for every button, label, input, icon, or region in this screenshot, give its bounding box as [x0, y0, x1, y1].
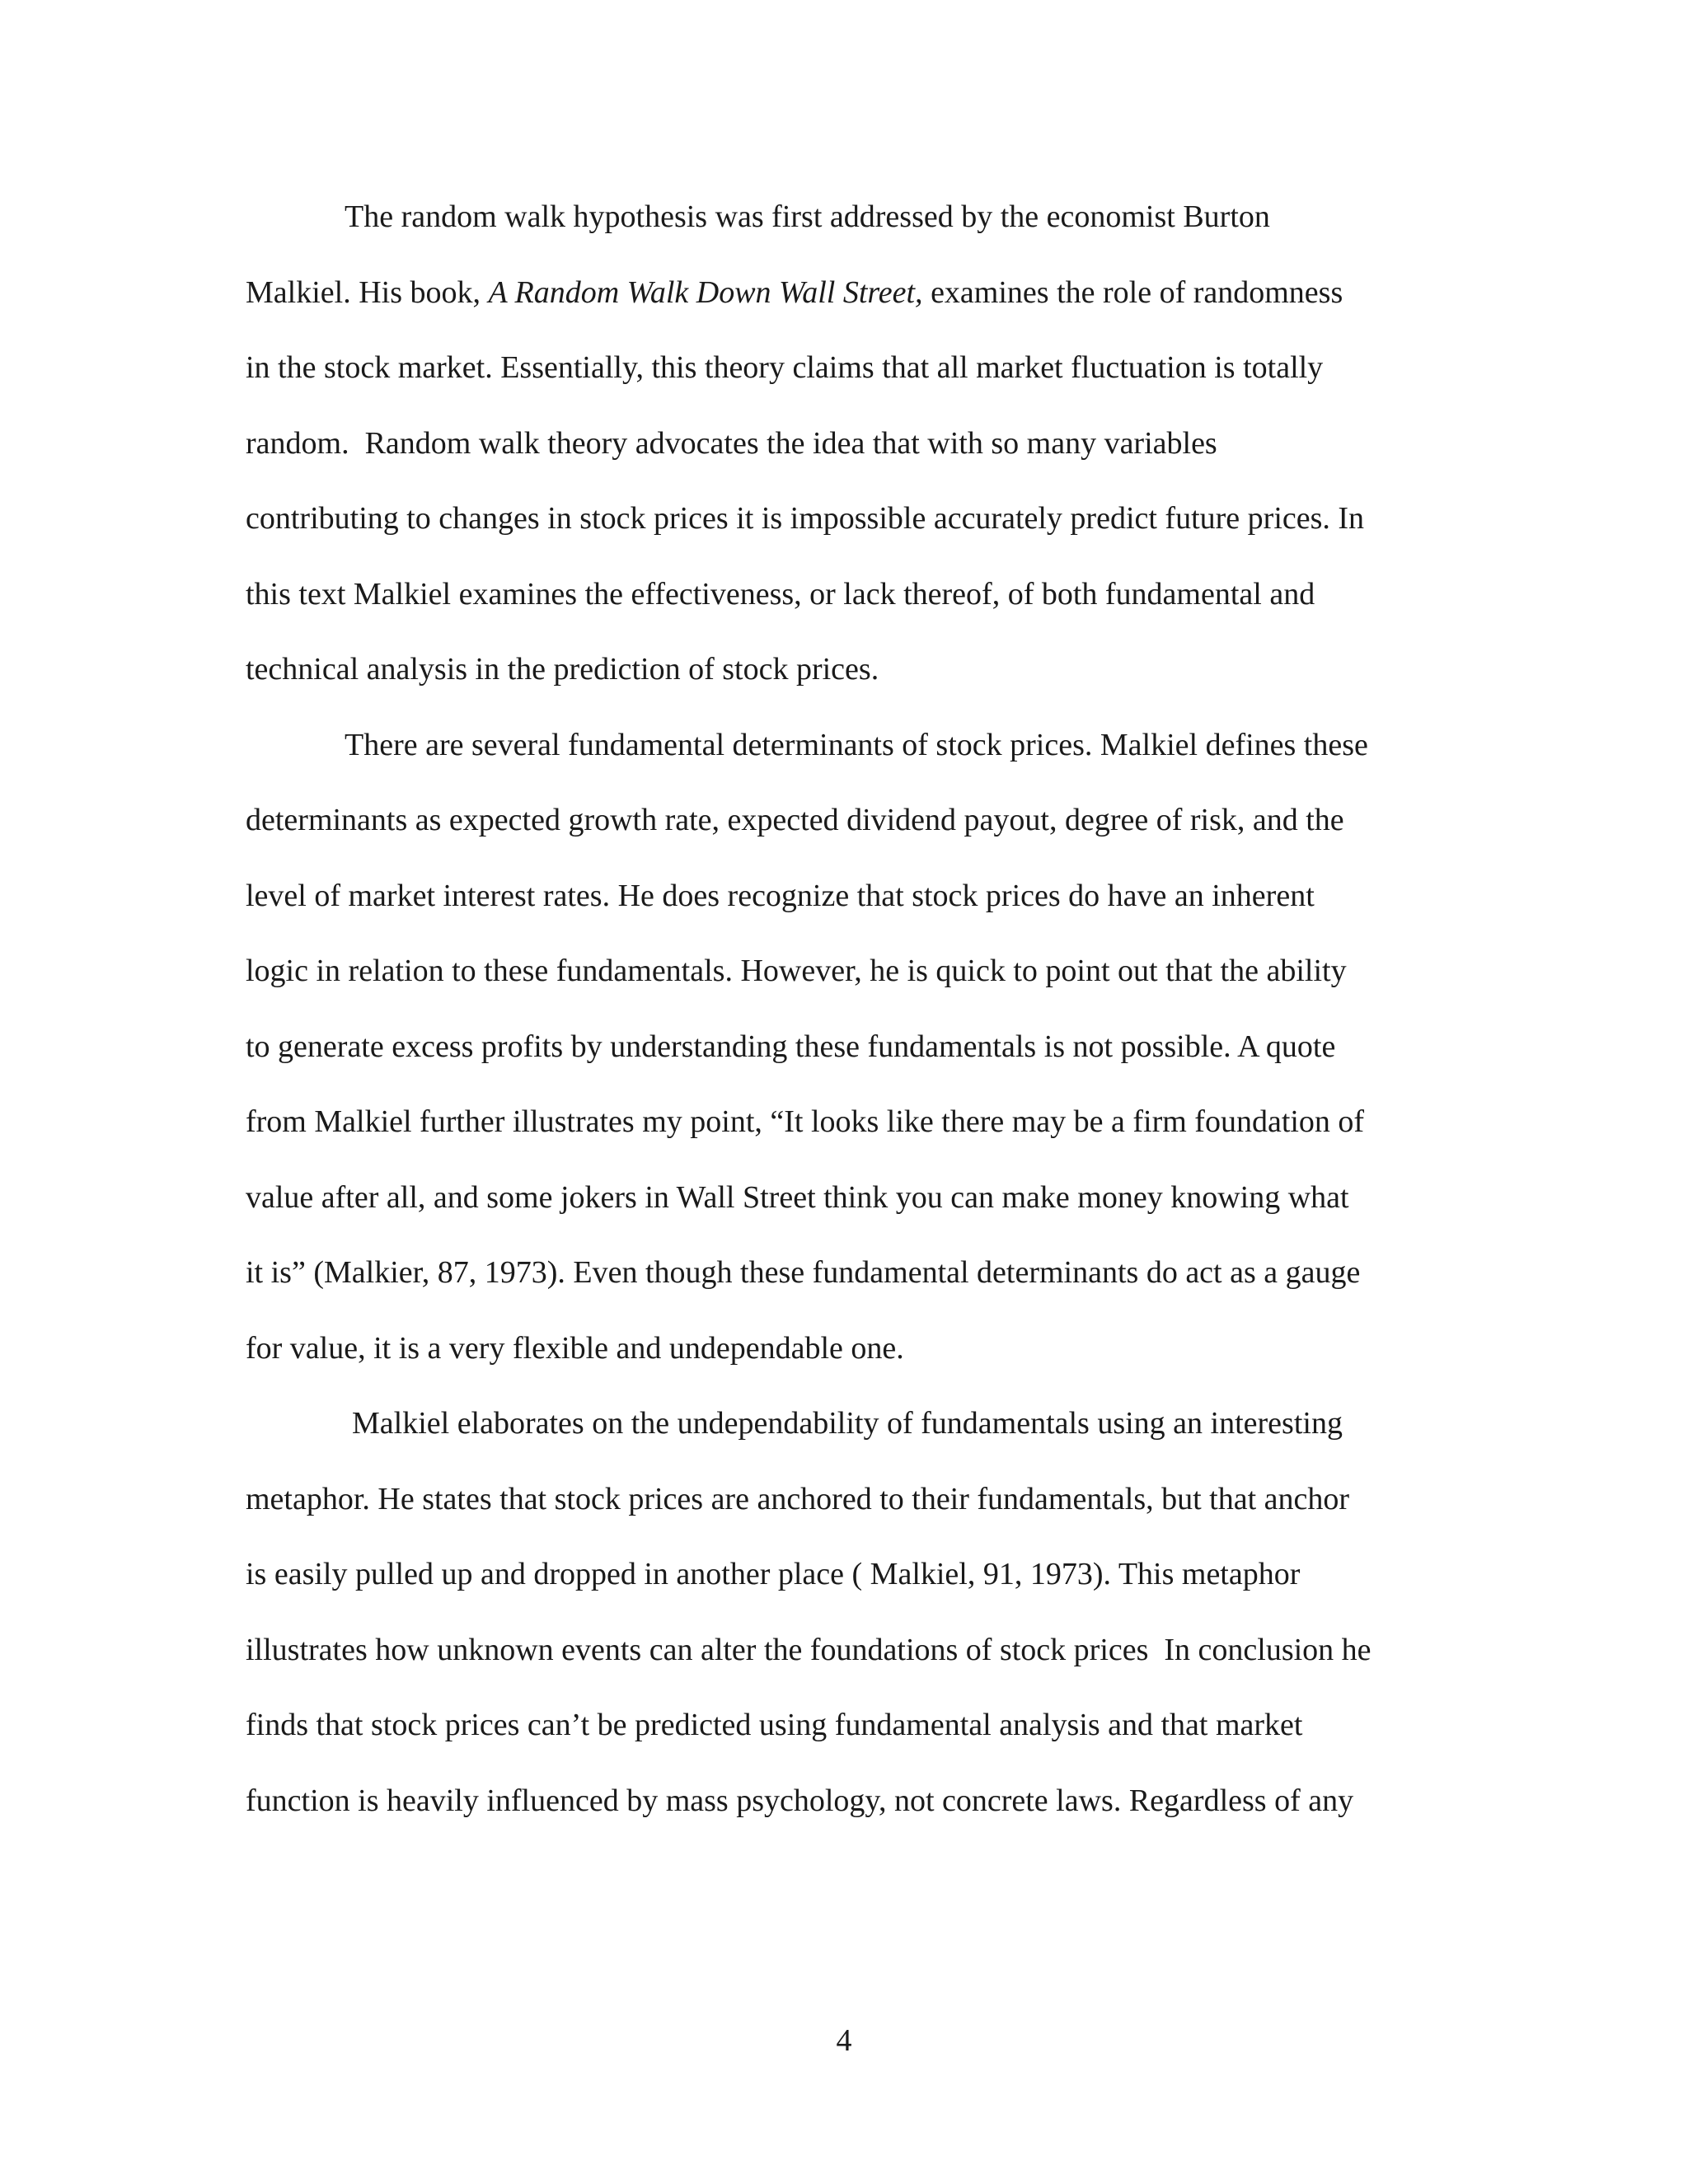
text-line: level of market interest rates. He does recognize that stock prices do have an inherent	[246, 879, 1315, 913]
text-line: random. Random walk theory advocates the idea that with so many variables	[246, 426, 1217, 461]
text-line: Malkiel elaborates on the undependability of fundamentals using an interesting	[352, 1406, 1343, 1441]
text-line: logic in relation to these fundamentals. However, he is quick to point out that the ability	[246, 954, 1347, 988]
text-span: examines the role of randomness	[922, 275, 1343, 310]
book-title: A Random Walk Down Wall Street,	[488, 275, 923, 310]
text-line	[246, 274, 1343, 311]
text-line: function is heavily influenced by mass psychology, not concrete laws. Regardless of any	[246, 1783, 1354, 1818]
text-line: illustrates how unknown events can alter the foundations of stock prices In conclusion he	[246, 1633, 1372, 1667]
text-line: this text Malkiel examines the effectiveness, or lack thereof, of both fundamental and	[246, 577, 1315, 612]
text-line: for value, it is a very flexible and undependable one.	[246, 1331, 904, 1366]
text-span: Malkiel. His book,	[246, 275, 489, 310]
text-line: in the stock market. Essentially, this theory claims that all market fluctuation is totally	[246, 350, 1324, 385]
text-line: determinants as expected growth rate, expected dividend payout, degree of risk, and the	[246, 803, 1344, 837]
text-line: value after all, and some jokers in Wall Street think you can make money knowing what	[246, 1180, 1349, 1215]
page-number: 4	[836, 2023, 852, 2058]
text-line: from Malkiel further illustrates my point, “It looks like there may be a firm foundation of	[246, 1104, 1365, 1139]
text-line: to generate excess profits by understanding these fundamentals is not possible. A quote	[246, 1029, 1336, 1064]
text-line: finds that stock prices can’t be predicted using fundamental analysis and that market	[246, 1708, 1303, 1742]
text-line: is easily pulled up and dropped in another place ( Malkiel, 91, 1973). This metaphor	[246, 1557, 1301, 1591]
text-line: The random walk hypothesis was first addressed by the economist Burton	[345, 199, 1270, 234]
text-line: it is” (Malkier, 87, 1973). Even though these fundamental determinants do act as a gauge	[246, 1255, 1361, 1290]
text-line: metaphor. He states that stock prices are anchored to their fundamentals, but that anchor	[246, 1482, 1350, 1516]
text-line: There are several fundamental determinants of stock prices. Malkiel defines these	[345, 728, 1368, 762]
text-line: contributing to changes in stock prices it is impossible accurately predict future prices. In	[246, 501, 1365, 536]
text-line: technical analysis in the prediction of stock prices.	[246, 652, 879, 687]
